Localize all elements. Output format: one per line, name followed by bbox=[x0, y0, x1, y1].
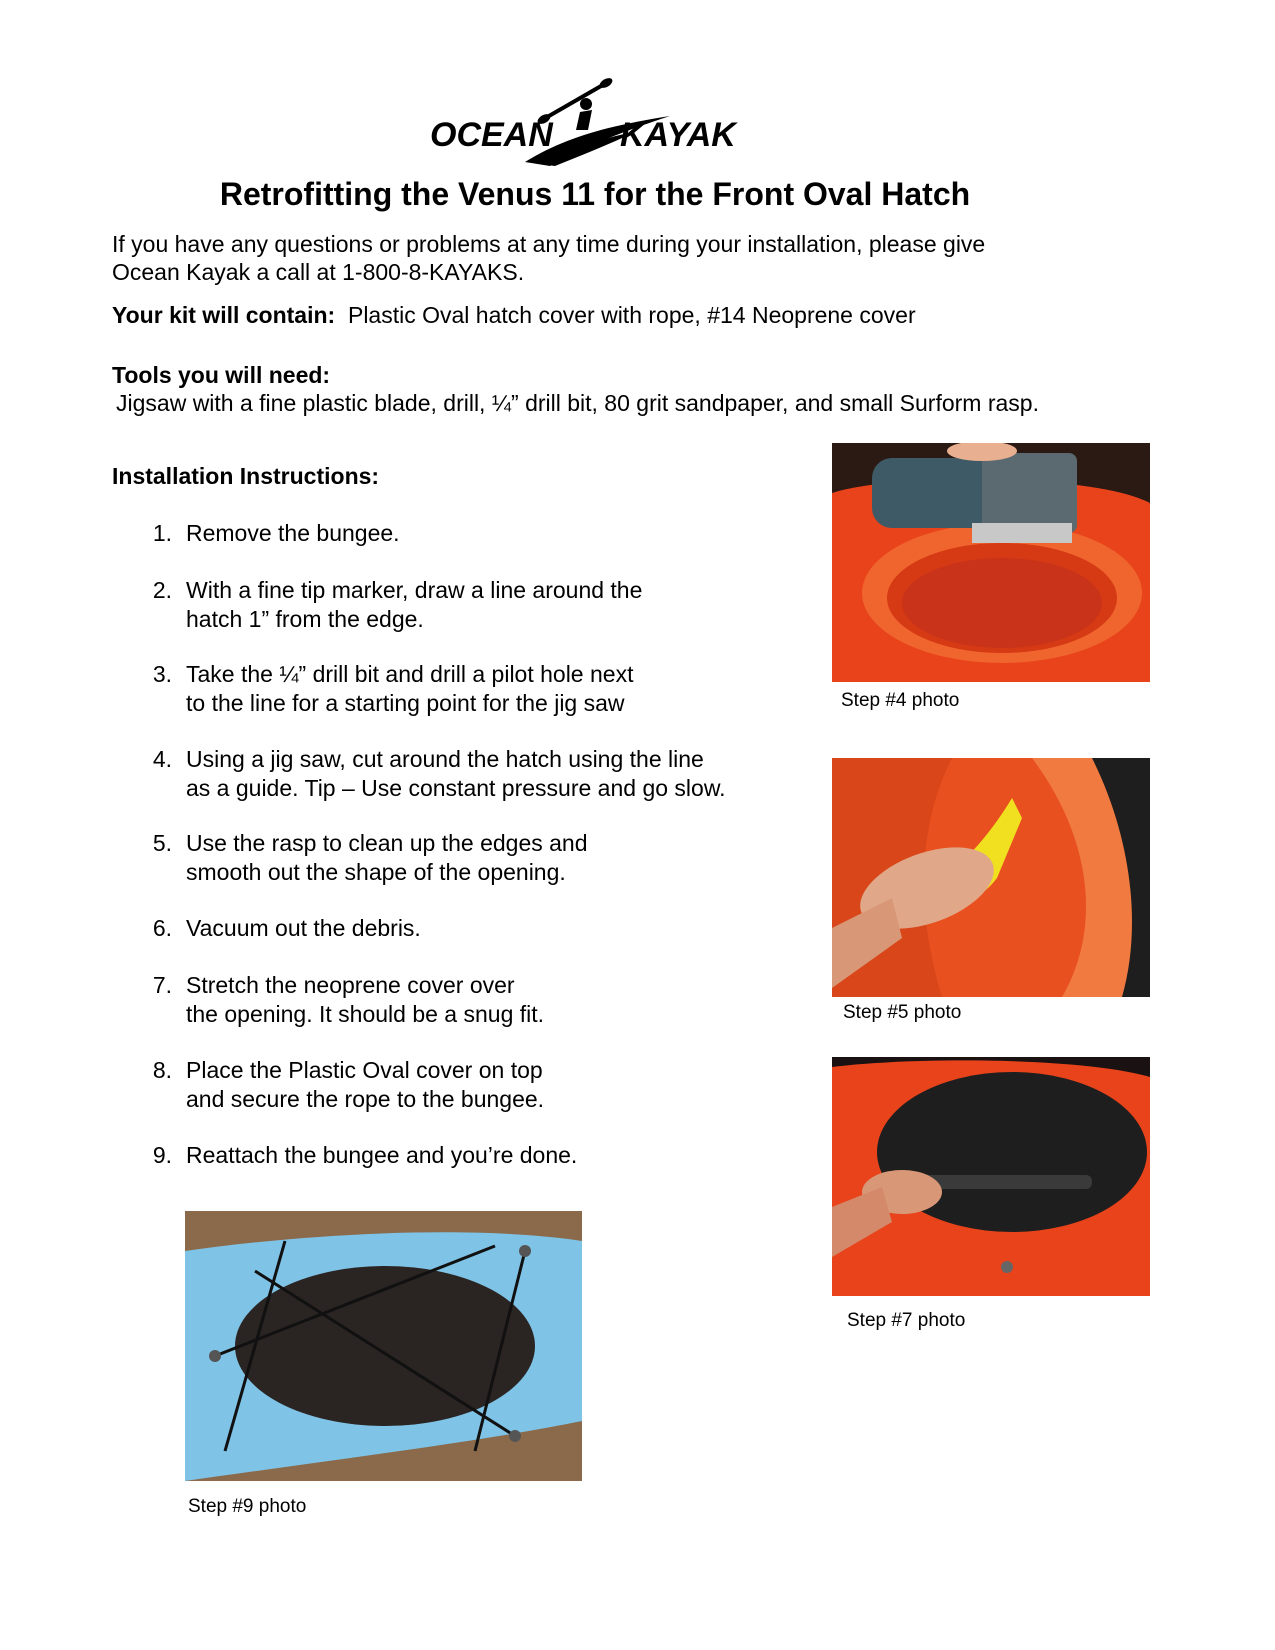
step-9-caption: Step #9 photo bbox=[188, 1496, 307, 1517]
step-text: Take the ¼” drill bit and drill a pilot hole next to the line for a starting point for the jig saw bbox=[186, 661, 634, 716]
step-4-photo bbox=[832, 443, 1150, 682]
step-number: 5. bbox=[152, 830, 172, 856]
step-5-photo bbox=[832, 758, 1150, 997]
step-7-caption: Step #7 photo bbox=[847, 1310, 966, 1331]
intro-line-2: Ocean Kayak a call at 1-800-8-KAYAKS. bbox=[112, 259, 525, 285]
step-5-caption: Step #5 photo bbox=[843, 1002, 962, 1023]
step-number: 4. bbox=[152, 746, 172, 772]
intro-line-1: If you have any questions or problems at any time during your installation, please give bbox=[112, 231, 986, 257]
step-9-photo bbox=[185, 1211, 582, 1481]
step-text: Use the rasp to clean up the edges and smooth out the shape of the opening. bbox=[186, 830, 588, 885]
step-text: Place the Plastic Oval cover on top and secure the rope to the bungee. bbox=[186, 1057, 545, 1112]
step-number: 3. bbox=[152, 661, 172, 687]
kit-contents bbox=[112, 302, 916, 329]
step-text: Reattach the bungee and you’re done. bbox=[186, 1142, 578, 1168]
step-number: 8. bbox=[152, 1057, 172, 1083]
step-text: With a fine tip marker, draw a line around the hatch 1” from the edge. bbox=[186, 577, 643, 632]
step-text: Stretch the neoprene cover over the opening. It should be a snug fit. bbox=[186, 972, 545, 1027]
instructions-heading: Installation Instructions: bbox=[112, 463, 380, 489]
step-text: Vacuum out the debris. bbox=[186, 915, 421, 941]
step-text: Remove the bungee. bbox=[186, 520, 400, 546]
tools-heading: Tools you will need: bbox=[112, 362, 331, 388]
step-number: 9. bbox=[152, 1142, 172, 1168]
step-4-caption: Step #4 photo bbox=[841, 690, 960, 711]
kit-text: Plastic Oval hatch cover with rope, #14 Neoprene cover bbox=[347, 302, 916, 328]
step-number: 2. bbox=[152, 577, 172, 603]
step-number: 1. bbox=[152, 520, 172, 546]
step-7-photo bbox=[832, 1057, 1150, 1296]
tools-text: Jigsaw with a fine plastic blade, drill, ¼” drill bit, 80 grit sandpaper, and small Surform rasp. bbox=[116, 390, 1039, 416]
svg-text:KAYAK: KAYAK bbox=[620, 116, 736, 154]
kit-label: Your kit will contain: bbox=[112, 302, 336, 328]
intro-text bbox=[112, 230, 985, 286]
step-text: Using a jig saw, cut around the hatch using the line as a guide. Tip – Use constant pressure and go slow. bbox=[186, 746, 726, 801]
ocean-kayak-logo bbox=[430, 74, 760, 174]
step-number: 6. bbox=[152, 915, 172, 941]
svg-text:OCEAN: OCEAN bbox=[430, 116, 553, 154]
step-number: 7. bbox=[152, 972, 172, 998]
page-title: Retrofitting the Venus 11 for the Front Oval Hatch bbox=[219, 176, 971, 212]
